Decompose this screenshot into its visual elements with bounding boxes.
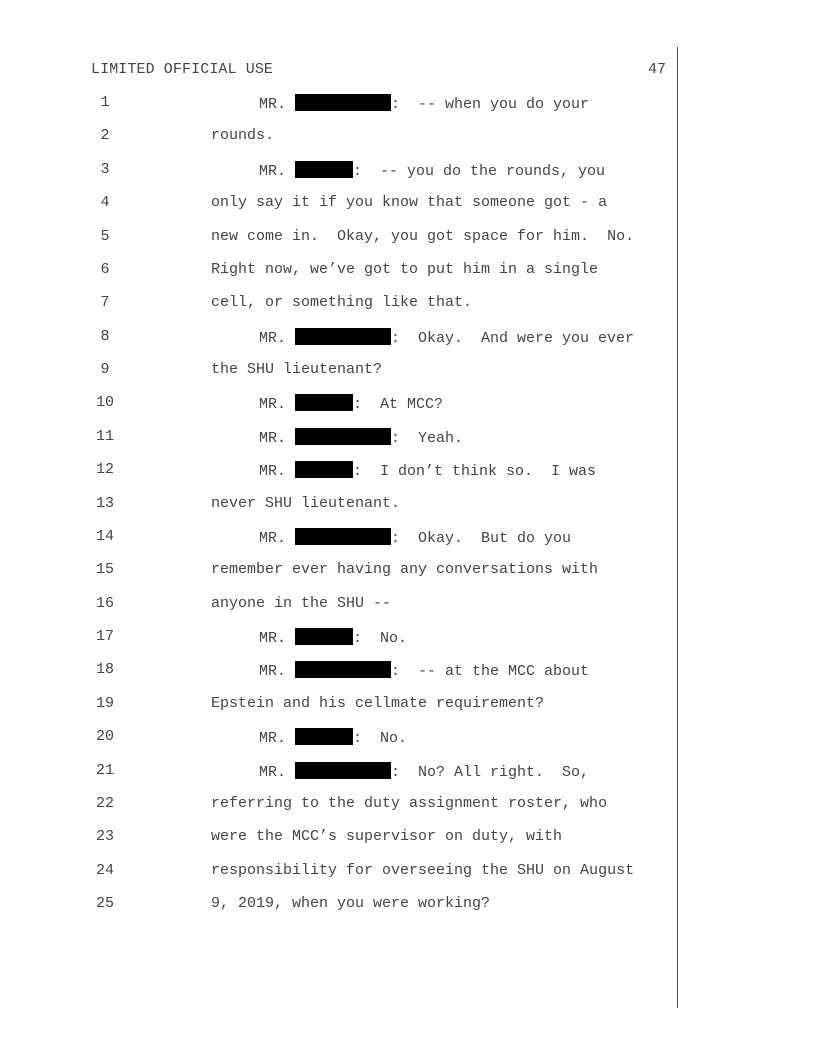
speaker-line-text: [259, 528, 571, 547]
line-number: 22: [95, 794, 114, 812]
line-text: referring to the duty assignment roster, who: [211, 794, 608, 812]
speech-text: : -- when you do your: [391, 96, 590, 113]
speech-text: : No.: [353, 630, 408, 647]
speaker-prefix: MR.: [259, 663, 296, 681]
redaction-box: [295, 661, 391, 678]
transcript-line: [0, 828, 816, 852]
line-text: rounds.: [211, 127, 275, 145]
speaker-line-text: [259, 161, 605, 180]
transcript-line: [0, 528, 816, 552]
redaction-box: [295, 461, 353, 478]
line-number: 8: [100, 327, 110, 345]
speaker-line-text: [259, 328, 634, 347]
line-number: 2: [100, 127, 110, 145]
line-number: 10: [95, 394, 114, 412]
line-text: remember ever having any conversations with: [211, 561, 599, 579]
speech-text: : At MCC?: [353, 396, 444, 414]
transcript-line: [0, 428, 816, 452]
line-text: were the MCC’s supervisor on duty, with: [211, 828, 563, 846]
line-text: Right now, we’ve got to put him in a single: [211, 260, 599, 278]
transcript-line: [0, 261, 816, 285]
line-number: 4: [100, 194, 110, 212]
transcript-line: [0, 361, 816, 385]
redaction-box: [295, 628, 353, 645]
classification-header: LIMITED OFFICIAL USE: [91, 61, 274, 78]
line-text: 9, 2019, when you were working?: [211, 895, 491, 912]
line-text: the SHU lieutenant?: [211, 361, 383, 378]
transcript-line: [0, 728, 816, 752]
line-number: 24: [95, 861, 114, 879]
speech-text: : No.: [353, 730, 408, 748]
speaker-prefix: MR.: [259, 529, 296, 547]
line-number: 23: [95, 828, 114, 846]
redaction-box: [295, 394, 353, 411]
line-text: responsibility for overseeing the SHU on August: [211, 861, 635, 879]
line-text: never SHU lieutenant.: [211, 494, 401, 512]
line-number: 19: [95, 694, 114, 712]
speaker-line-text: [259, 461, 596, 480]
redaction-box: [295, 762, 391, 779]
line-number: 1: [100, 94, 110, 111]
line-number: 17: [95, 628, 114, 645]
transcript-line: [0, 228, 816, 252]
transcript-line: [0, 561, 816, 585]
speaker-line-text: [259, 728, 407, 747]
transcript-line: [0, 595, 816, 619]
speech-text: : Okay. But do you: [391, 529, 572, 547]
redaction-box: [295, 94, 391, 111]
line-text: cell, or something like that.: [211, 294, 473, 312]
transcript-line: [0, 695, 816, 719]
line-number: 9: [100, 361, 110, 378]
speaker-line-text: [259, 428, 463, 447]
speaker-prefix: MR.: [259, 463, 296, 481]
speech-text: : I don’t think so. I was: [353, 463, 597, 481]
line-text: only say it if you know that someone got - a: [211, 194, 608, 212]
line-number: 5: [100, 227, 110, 245]
speaker-line-text: [259, 94, 589, 113]
transcript-line: [0, 127, 816, 151]
speech-text: : No? All right. So,: [391, 763, 590, 781]
transcript-line: [0, 94, 816, 118]
transcript-line: [0, 628, 816, 652]
speech-text: : Okay. And were you ever: [391, 329, 635, 347]
line-number: 6: [100, 260, 110, 278]
transcript-line: [0, 661, 816, 685]
line-number: 15: [95, 561, 114, 579]
line-number: 25: [95, 895, 114, 912]
transcript-line: [0, 495, 816, 519]
speaker-prefix: MR.: [259, 730, 296, 748]
speaker-prefix: MR.: [259, 396, 296, 414]
speaker-prefix: MR.: [259, 763, 296, 781]
redaction-box: [295, 428, 391, 445]
speech-text: : -- you do the rounds, you: [353, 162, 606, 180]
transcript-line: [0, 862, 816, 886]
speaker-line-text: [259, 762, 589, 781]
speaker-prefix: MR.: [259, 630, 296, 647]
line-number: 12: [95, 461, 114, 479]
redaction-box: [295, 528, 391, 545]
speaker-line-text: [259, 628, 407, 647]
line-number: 3: [100, 160, 110, 178]
speaker-prefix: MR.: [259, 429, 296, 447]
line-number: 7: [100, 294, 110, 312]
redaction-box: [295, 328, 391, 345]
transcript-line: [0, 194, 816, 218]
speech-text: : Yeah.: [391, 429, 464, 447]
line-number: 18: [95, 661, 114, 679]
line-number: 16: [95, 594, 114, 612]
speaker-prefix: MR.: [259, 162, 296, 180]
transcript-line: [0, 795, 816, 819]
line-number: 13: [95, 494, 114, 512]
page-number: 47: [648, 61, 667, 78]
redaction-box: [295, 728, 353, 745]
transcript-line: [0, 762, 816, 786]
speech-text: : -- at the MCC about: [391, 663, 590, 681]
transcript-line: [0, 294, 816, 318]
speaker-prefix: MR.: [259, 96, 296, 113]
redaction-box: [295, 161, 353, 178]
line-text: new come in. Okay, you got space for him. No.: [211, 227, 635, 245]
speaker-prefix: MR.: [259, 329, 296, 347]
line-number: 21: [95, 761, 114, 779]
line-number: 14: [95, 527, 114, 545]
speaker-line-text: [259, 661, 589, 680]
transcript-line: [0, 461, 816, 485]
transcript-line: [0, 161, 816, 185]
transcript-line: [0, 328, 816, 352]
line-number: 11: [95, 427, 114, 445]
line-text: anyone in the SHU --: [211, 594, 392, 612]
transcript-line: [0, 895, 816, 919]
line-text: Epstein and his cellmate requirement?: [211, 694, 545, 712]
transcript-line: [0, 394, 816, 418]
speaker-line-text: [259, 394, 443, 413]
line-number: 20: [95, 728, 114, 746]
